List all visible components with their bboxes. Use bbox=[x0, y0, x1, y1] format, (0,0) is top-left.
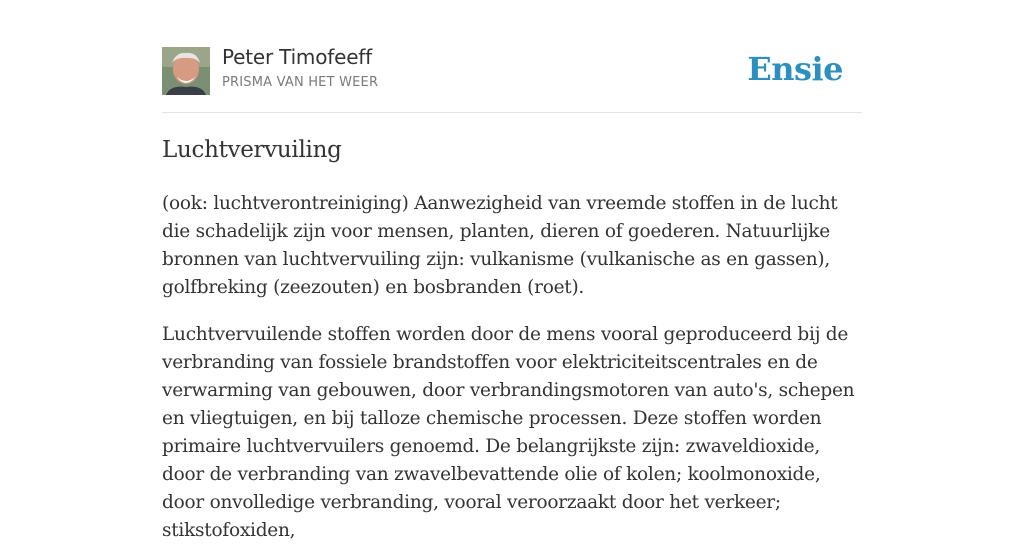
article-header bbox=[162, 0, 862, 113]
author-source[interactable]: PRISMA VAN HET WEER bbox=[222, 75, 379, 90]
ensie-logo[interactable]: Ensie bbox=[747, 50, 843, 88]
avatar-photo-icon bbox=[162, 47, 210, 95]
author-name[interactable]: Peter Timofeeff bbox=[222, 45, 372, 69]
avatar[interactable] bbox=[162, 47, 210, 95]
article-container bbox=[162, 0, 862, 541]
article-paragraph: (ook: luchtverontreiniging) Aanwezigheid van vreemde stoffen in de lucht die schadelijk zijn voor mensen, planten, dieren of goederen. Natuurlijke bronnen van luchtvervuiling zijn: vulkanisme (vulkanische as en gassen), golfbreking (zeezouten) en bosbranden (roet). bbox=[162, 193, 838, 298]
article-paragraph: Luchtvervuilende stoffen worden door de mens vooral geproduceerd bij de verbranding van fossiele brandstoffen voor elektriciteitscentrales en de verwarming van gebouwen, door verbrandingsmotoren van auto's, schepen en vliegtuigen, en bij talloze chemische processen. Deze stoffen worden primaire luchtvervuilers genoemd. De belangrijkste zijn: zwaveldioxide, door de verbranding van zwavelbevattende olie of kolen; koolmonoxide, door onvolledige verbranding, vooral veroorzaakt door het verkeer; stikstofoxiden, bbox=[162, 324, 855, 541]
page-title: Luchtvervuiling bbox=[162, 137, 342, 163]
